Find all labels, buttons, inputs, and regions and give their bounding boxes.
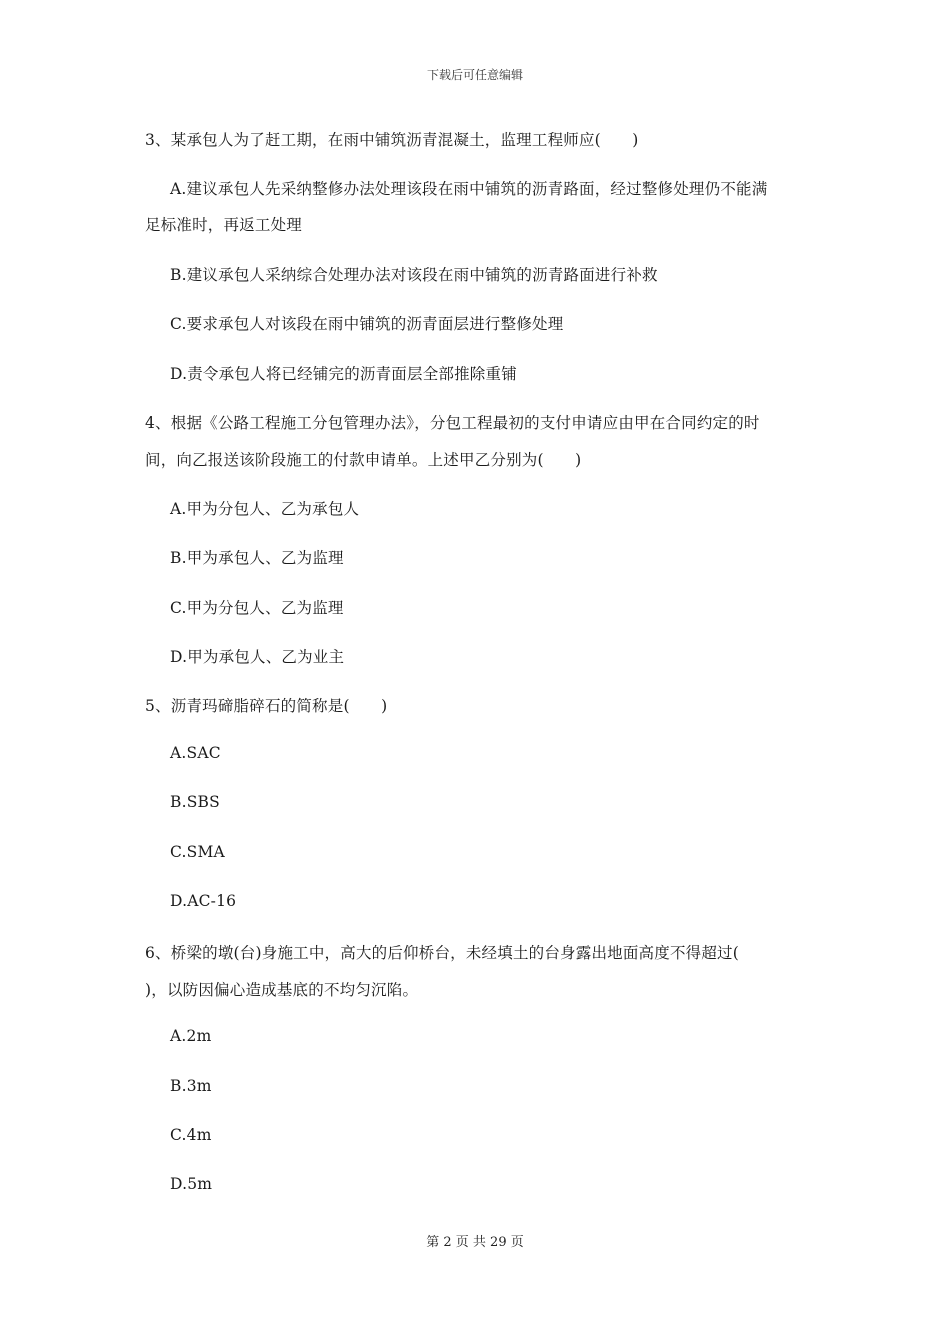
question-6-stem: 6、桥梁的墩(台)身施工中，高大的后仰桥台，未经填土的台身露出地面高度不得超过( — [145, 944, 740, 962]
question-4-stem: 4、根据《公路工程施工分包管理办法》，分包工程最初的支付申请应由甲在合同约定的时 — [145, 414, 760, 432]
question-6-option-c: C.4m — [170, 1126, 212, 1144]
question-6-option-b: B.3m — [170, 1077, 212, 1095]
question-6-stem-continued: )，以防因偏心造成基底的不均匀沉陷。 — [145, 981, 419, 999]
question-5-option-b: B.SBS — [170, 793, 220, 811]
question-5-option-a: A.SAC — [170, 744, 221, 762]
page-header: 下载后可任意编辑 — [426, 68, 523, 82]
question-4-option-d: D.甲为承包人、乙为业主 — [170, 648, 345, 666]
question-4-stem-continued: 间，向乙报送该阶段施工的付款申请单。上述甲乙分别为( ) — [145, 451, 582, 469]
question-6-option-a: A.2m — [170, 1027, 212, 1045]
question-4-option-c: C.甲为分包人、乙为监理 — [170, 599, 344, 617]
question-5-stem: 5、沥青玛碲脂碎石的简称是( ) — [145, 697, 388, 715]
question-6-option-d: D.5m — [170, 1175, 213, 1193]
question-3-option-d: D.责令承包人将已经铺完的沥青面层全部推除重铺 — [170, 365, 517, 383]
page-footer: 第 2 页 共 29 页 — [426, 1235, 524, 1250]
question-5-option-c: C.SMA — [170, 843, 225, 861]
question-3-option-a: A.建议承包人先采纳整修办法处理该段在雨中铺筑的沥青路面，经过整修处理仍不能满 — [170, 180, 768, 198]
question-3-option-c: C.要求承包人对该段在雨中铺筑的沥青面层进行整修处理 — [170, 315, 564, 333]
question-4-option-b: B.甲为承包人、乙为监理 — [170, 549, 344, 567]
question-3-option-a-continued: 足标准时，再返工处理 — [145, 216, 303, 234]
question-4-option-a: A.甲为分包人、乙为承包人 — [170, 500, 360, 518]
question-3-stem: 3、某承包人为了赶工期，在雨中铺筑沥青混凝土，监理工程师应( ) — [145, 131, 639, 149]
question-5-option-d: D.AC-16 — [170, 892, 237, 910]
question-3-option-b: B.建议承包人采纳综合处理办法对该段在雨中铺筑的沥青路面进行补救 — [170, 266, 658, 284]
